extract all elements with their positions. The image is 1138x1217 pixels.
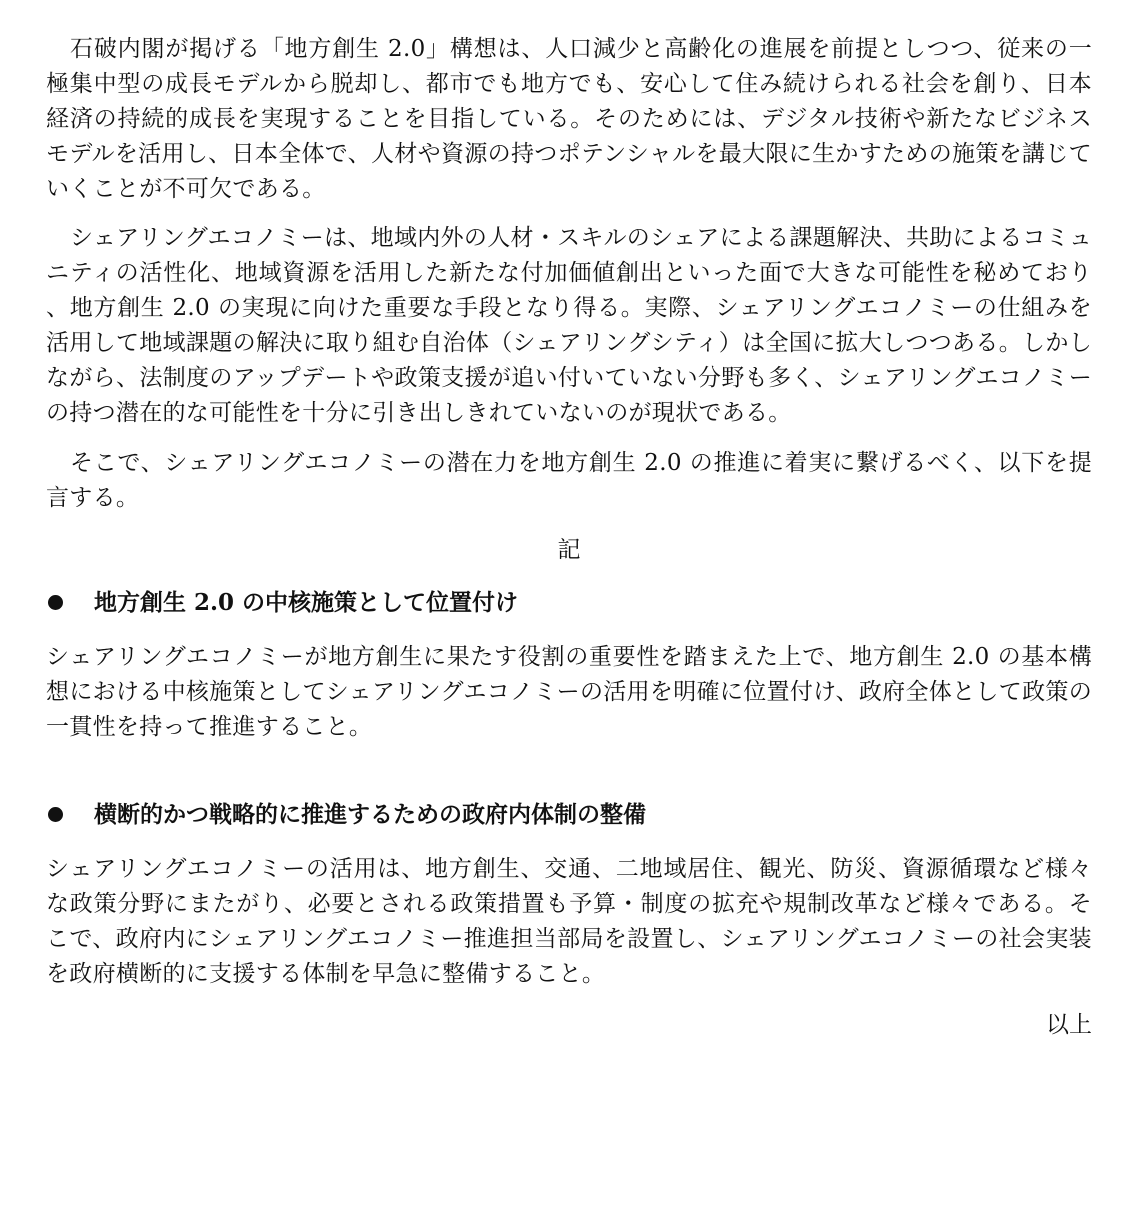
section-heading-2 xyxy=(46,797,1092,832)
section-body-1: シェアリングエコノミーが地方創生に果たす役割の重要性を踏まえた上で、地方創生 2.0 の基本構想における中核施策としてシェアリングエコノミーの活用を明確に位置付け、政府全体として政策の一貫性を持って推進すること。 xyxy=(46,644,1092,740)
sharing-economy-paragraph: シェアリングエコノミーは、地域内外の人材・スキルのシェアによる課題解決、共助によるコミュニティの活性化、地域資源を活用した新たな付加価値創出といった面で大きな可能性を秘めており、地方創生 2.0 の実現に向けた重要な手段となり得る。実際、シェアリングエコノミーの仕組みを活用して地域課題の解決に取り組む自治体（シェアリングシティ）は全国に拡大しつつある。しかしながら、法制度のアップデートや政策支援が追い付いていない分野も多く、シェアリングエコノミーの持つ潜在的な可能性を十分に引き出しきれていないのが現状である。 xyxy=(46,225,1092,426)
document-page xyxy=(46,32,1092,1043)
section-body-2: シェアリングエコノミーの活用は、地方創生、交通、二地域居住、観光、防災、資源循環など様々な政策分野にまたがり、必要とされる政策措置も予算・制度の拡充や規制改革など様々である。そこで、政府内にシェアリングエコノミー推進担当部局を設置し、シェアリングエコノミーの社会実装を政府横断的に支援する体制を早急に整備すること。 xyxy=(46,856,1092,987)
bullet-icon xyxy=(48,595,63,610)
proposal-lead-paragraph: そこで、シェアリングエコノミーの潜在力を地方創生 2.0 の推進に着実に繋げるべく、以下を提言する。 xyxy=(46,450,1092,511)
section-heading-text: 地方創生 2.0 の中核施策として位置付け xyxy=(94,589,519,616)
intro-paragraph: 石破内閣が掲げる「地方創生 2.0」構想は、人口減少と高齢化の進展を前提としつつ、従来の一極集中型の成長モデルから脱却し、都市でも地方でも、安心して住み続けられる社会を創り、日本経済の持続的成長を実現することを目指している。そのためには、デジタル技術や新たなビジネスモデルを活用し、日本全体で、人材や資源の持つポテンシャルを最大限に生かすための施策を講じていくことが不可欠である。 xyxy=(46,36,1092,202)
ki-marker: 記 xyxy=(557,537,581,563)
closing-mark: 以上 xyxy=(1046,1012,1092,1038)
section-heading-1 xyxy=(46,585,1092,620)
section-heading-text: 横断的かつ戦略的に推進するための政府内体制の整備 xyxy=(94,801,646,828)
bullet-icon xyxy=(48,807,63,822)
